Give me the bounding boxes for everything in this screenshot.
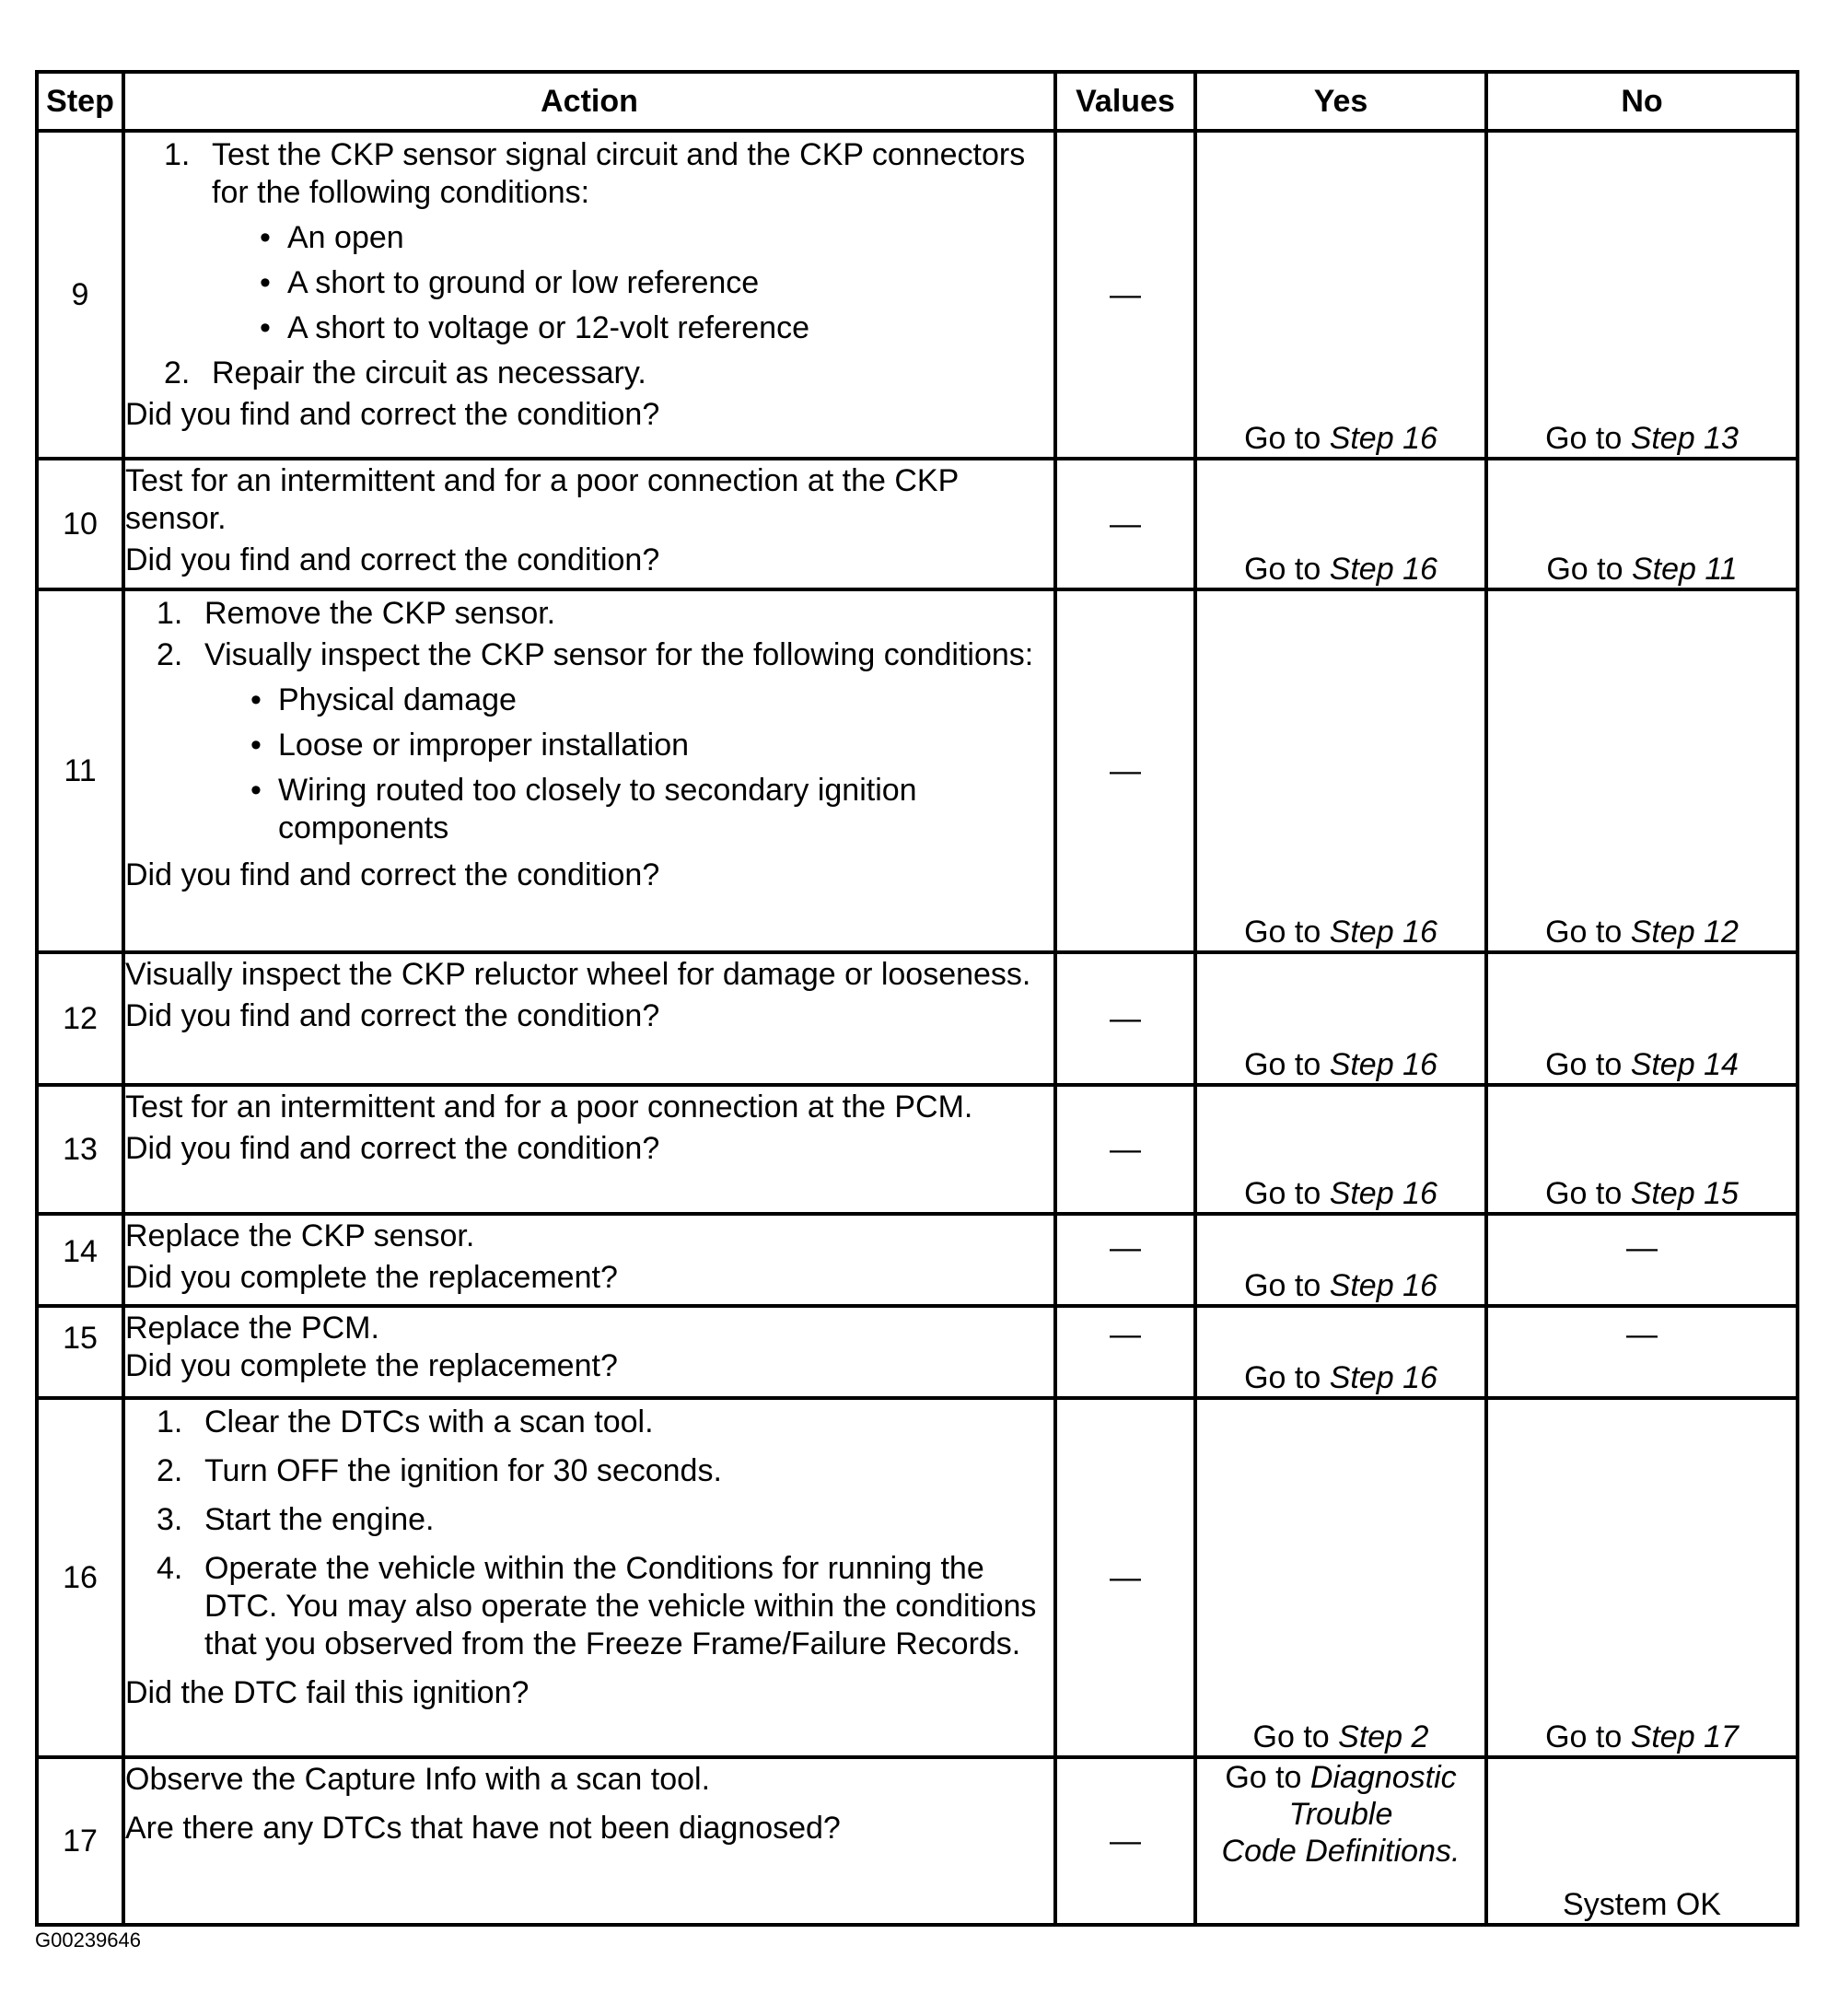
no-cell: Go to Step 11 <box>1486 459 1798 589</box>
header-row <box>37 72 1798 131</box>
item-number: 2. <box>157 637 183 672</box>
item-number: 1. <box>157 1404 183 1439</box>
table-row <box>37 1398 1798 1757</box>
values-cell: — <box>1055 459 1195 589</box>
item-number: 2. <box>164 355 191 390</box>
item-text: Visually inspect the CKP sensor for the following conditions: <box>204 637 1034 672</box>
action-text: Replace the PCM. <box>125 1311 379 1346</box>
bullet-text: An open <box>287 220 404 255</box>
item-text: Start the engine. <box>204 1502 435 1537</box>
no-cell: System OK <box>1486 1757 1798 1925</box>
item-number: 1. <box>164 137 191 172</box>
action-cell <box>123 1214 1055 1306</box>
action-cell <box>123 1306 1055 1398</box>
question: Did you complete the replacement? <box>125 1260 618 1295</box>
step-number: 10 <box>37 459 123 589</box>
step-number: 16 <box>37 1398 123 1757</box>
diagnostic-table <box>35 70 1799 1927</box>
figure-id: G00239646 <box>35 1929 141 1952</box>
header-step: Step <box>37 72 123 131</box>
item-text: Repair the circuit as necessary. <box>212 355 646 390</box>
no-cell: Go to Step 15 <box>1486 1085 1798 1214</box>
step-number: 13 <box>37 1085 123 1214</box>
yes-cell: Go to Step 16 <box>1195 459 1486 589</box>
no-cell: Go to Step 17 <box>1486 1398 1798 1757</box>
action-text: Replace the CKP sensor. <box>125 1218 475 1253</box>
bullet-text: Wiring routed too closely to secondary ignition components <box>278 773 917 845</box>
question: Are there any DTCs that have not been diagnosed? <box>125 1811 841 1846</box>
header-action: Action <box>123 72 1055 131</box>
action-cell <box>123 952 1055 1085</box>
action-text: Visually inspect the CKP reluctor wheel for damage or looseness. <box>125 957 1031 992</box>
item-text: Remove the CKP sensor. <box>204 596 556 631</box>
table-row <box>37 1757 1798 1925</box>
step-number: 9 <box>37 131 123 459</box>
question: Did you find and correct the condition? <box>125 397 660 432</box>
yes-cell: Go to Step 2 <box>1195 1398 1486 1757</box>
question: Did you find and correct the condition? <box>125 998 660 1033</box>
bullet-icon: • <box>260 310 271 345</box>
step-number: 14 <box>37 1214 123 1306</box>
item-number: 4. <box>157 1551 183 1586</box>
bullet-icon: • <box>260 220 271 255</box>
step-number: 11 <box>37 589 123 952</box>
item-text: Test the CKP sensor signal circuit and the CKP connectors for the following conditions: <box>212 137 1026 210</box>
question: Did you find and correct the condition? <box>125 1131 660 1166</box>
action-cell <box>123 1085 1055 1214</box>
step-number: 17 <box>37 1757 123 1925</box>
table-row <box>37 1085 1798 1214</box>
table-row <box>37 1214 1798 1306</box>
table-row <box>37 589 1798 952</box>
item-text: Clear the DTCs with a scan tool. <box>204 1404 654 1439</box>
action-cell <box>123 131 1055 459</box>
bullet-text: A short to voltage or 12-volt reference <box>287 310 809 345</box>
header-values: Values <box>1055 72 1195 131</box>
table-row <box>37 131 1798 459</box>
action-text: Test for an intermittent and for a poor connection at the PCM. <box>125 1090 973 1125</box>
bullet-icon: • <box>260 265 271 300</box>
values-cell: — <box>1055 589 1195 952</box>
action-cell <box>123 589 1055 952</box>
yes-cell: Go to Step 16 <box>1195 589 1486 952</box>
table-row <box>37 459 1798 589</box>
no-cell: Go to Step 12 <box>1486 589 1798 952</box>
no-cell: Go to Step 14 <box>1486 952 1798 1085</box>
question: Did you find and correct the condition? <box>125 857 660 892</box>
values-cell: — <box>1055 952 1195 1085</box>
question: Did you find and correct the condition? <box>125 542 660 577</box>
item-number: 2. <box>157 1453 183 1488</box>
action-text: Observe the Capture Info with a scan tool. <box>125 1762 711 1797</box>
bullet-text: Loose or improper installation <box>278 728 690 763</box>
step-number: 12 <box>37 952 123 1085</box>
values-cell: — <box>1055 1306 1195 1398</box>
values-cell: — <box>1055 1214 1195 1306</box>
item-number: 3. <box>157 1502 183 1537</box>
item-number: 1. <box>157 596 183 631</box>
bullet-icon: • <box>250 728 262 763</box>
table-row <box>37 1306 1798 1398</box>
bullet-icon: • <box>250 682 262 717</box>
action-cell <box>123 1398 1055 1757</box>
yes-cell: Go to Step 16 <box>1195 1085 1486 1214</box>
no-cell: Go to Step 13 <box>1486 131 1798 459</box>
values-cell: — <box>1055 1398 1195 1757</box>
yes-cell: Go to Step 16 <box>1195 1306 1486 1398</box>
header-yes: Yes <box>1195 72 1486 131</box>
question: Did the DTC fail this ignition? <box>125 1675 529 1710</box>
item-text: Operate the vehicle within the Conditions for running the DTC. You may also operate the vehicle within the conditions that you observed from the Freeze Frame/Failure Records. <box>204 1551 1037 1661</box>
yes-cell: Go to Step 16 <box>1195 1214 1486 1306</box>
step-number: 15 <box>37 1306 123 1398</box>
table-row <box>37 952 1798 1085</box>
values-cell: — <box>1055 131 1195 459</box>
bullet-text: Physical damage <box>278 682 517 717</box>
yes-cell: Go to Step 16 <box>1195 952 1486 1085</box>
no-cell: — <box>1486 1306 1798 1398</box>
action-cell <box>123 1757 1055 1925</box>
bullet-icon: • <box>250 773 262 808</box>
values-cell: — <box>1055 1085 1195 1214</box>
yes-cell: Go to Diagnostic Trouble Code Definitions. <box>1195 1757 1486 1925</box>
values-cell: — <box>1055 1757 1195 1925</box>
action-cell <box>123 459 1055 589</box>
item-text: Turn OFF the ignition for 30 seconds. <box>204 1453 722 1488</box>
question: Did you complete the replacement? <box>125 1348 618 1383</box>
action-text: Test for an intermittent and for a poor connection at the CKP sensor. <box>125 463 959 536</box>
yes-cell: Go to Step 16 <box>1195 131 1486 459</box>
bullet-text: A short to ground or low reference <box>287 265 760 300</box>
header-no: No <box>1486 72 1798 131</box>
no-cell: — <box>1486 1214 1798 1306</box>
